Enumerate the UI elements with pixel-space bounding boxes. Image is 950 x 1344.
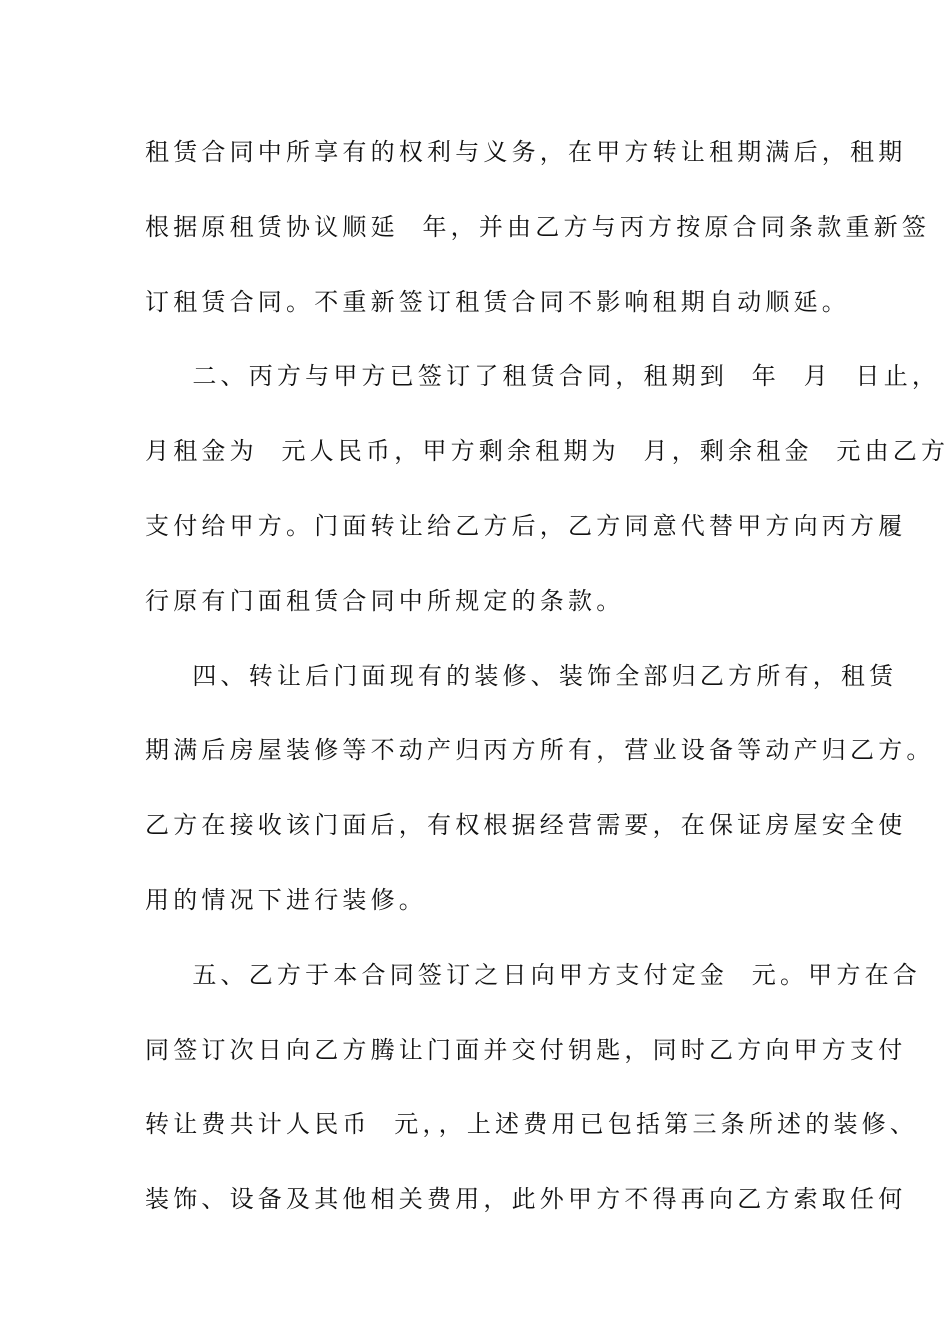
text-line: 用的情况下进行装修。: [145, 885, 427, 914]
text-line: 根据原租赁协议顺延 年，并由乙方与丙方按原合同条款重新签: [145, 212, 931, 241]
text-line: 租赁合同中所享有的权利与义务，在甲方转让租期满后，租期: [145, 138, 907, 166]
text-line: 装饰、设备及其他相关费用，此外甲方不得再向乙方索取任何: [145, 1185, 907, 1214]
text-line: 同签订次日向乙方腾让门面并交付钥匙，同时乙方向甲方支付: [145, 1035, 907, 1064]
text-line: 支付给甲方。门面转让给乙方后，乙方同意代替甲方向丙方履: [145, 511, 907, 540]
text-line: 乙方在接收该门面后，有权根据经营需要，在保证房屋安全使: [145, 811, 907, 840]
text-line: 转让费共计人民币 元，，上述费用已包括第三条所述的装修、: [145, 1110, 919, 1139]
text-line: 订租赁合同。不重新签订租赁合同不影响租期自动顺延。: [145, 287, 850, 316]
text-line: 四、转让后门面现有的装修、装饰全部归乙方所有，租赁: [145, 661, 898, 690]
contract-body: [145, 128, 950, 1250]
text-line: 期满后房屋装修等不动产归丙方所有，营业设备等动产归乙方。: [145, 736, 935, 765]
text-line: 二、丙方与甲方已签订了租赁合同，租期到 年 月 日止，: [145, 362, 941, 391]
text-line: 五、乙方于本合同签订之日向甲方支付定金 元。甲方在合: [145, 960, 921, 989]
text-line: 行原有门面租赁合同中所规定的条款。: [145, 586, 625, 615]
text-line: 月租金为 元人民币，甲方剩余租期为 月，剩余租金 元由乙方: [145, 437, 950, 466]
